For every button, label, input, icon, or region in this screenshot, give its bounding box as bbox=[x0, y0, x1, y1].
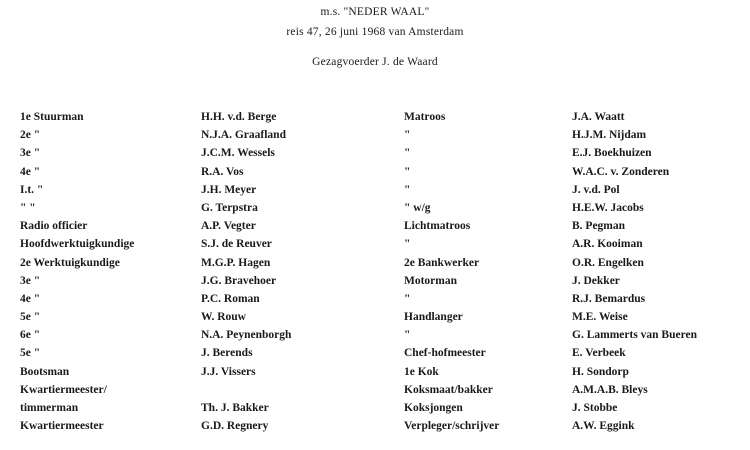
crew-entry: E.J. Boekhuizen bbox=[572, 147, 652, 160]
crew-entry: J.C.M. Wessels bbox=[201, 147, 275, 160]
crew-entry: M.G.P. Hagen bbox=[201, 256, 271, 269]
crew-entry: " w/g bbox=[404, 201, 431, 214]
crew-entry: " bbox=[404, 183, 411, 196]
crew-entry: 2e Bankwerker bbox=[404, 256, 480, 269]
crew-entry: " bbox=[404, 238, 411, 251]
crew-entry: 5e " bbox=[20, 311, 41, 324]
captain-line: Gezagvoerder J. de Waard bbox=[312, 56, 438, 68]
crew-entry: Th. J. Bakker bbox=[201, 402, 269, 414]
crew-entry: 5e " bbox=[20, 347, 41, 360]
crew-entry: 2e Werktuigkundige bbox=[20, 256, 120, 269]
crew-entry: E. Verbeek bbox=[572, 347, 626, 360]
crew-entry: 4e " bbox=[20, 292, 41, 305]
crew-entry: A.W. Eggink bbox=[572, 420, 635, 433]
crew-entry: Koksmaat/bakker bbox=[404, 383, 493, 396]
crew-entry: R.J. Bemardus bbox=[572, 292, 646, 305]
crew-entry: R.A. Vos bbox=[201, 165, 244, 178]
crew-entry: H.H. v.d. Berge bbox=[201, 111, 277, 123]
crew-entry: A.P. Vegter bbox=[201, 220, 256, 233]
crew-entry: N.A. Peynenborgh bbox=[201, 329, 292, 342]
crew-entry: N.J.A. Graafland bbox=[201, 129, 286, 142]
crew-entry: J.A. Waatt bbox=[572, 111, 625, 123]
crew-entry: Handlanger bbox=[404, 311, 463, 324]
crew-entry: G. Lammerts van Bueren bbox=[572, 329, 698, 342]
crew-entry: 4e " bbox=[20, 165, 41, 178]
rank-column-right bbox=[404, 108, 569, 435]
crew-entry: Koksjongen bbox=[404, 402, 463, 414]
crew-entry: " bbox=[404, 147, 411, 160]
crew-entry bbox=[201, 381, 401, 399]
crew-entry: I.t. " bbox=[20, 183, 44, 196]
crew-entry: " " bbox=[20, 201, 36, 214]
crew-entry: 3e " bbox=[20, 274, 41, 287]
name-column-right bbox=[572, 108, 748, 435]
crew-entry: W.A.C. v. Zonderen bbox=[572, 165, 670, 178]
crew-entry: H.E.W. Jacobs bbox=[572, 201, 644, 214]
crew-entry: Motorman bbox=[404, 274, 458, 287]
crew-entry: H. Sondorp bbox=[572, 365, 629, 378]
voyage-line: reis 47, 26 juni 1968 van Amsterdam bbox=[286, 26, 464, 38]
crew-entry: G. Terpstra bbox=[201, 201, 258, 214]
crew-entry: M.E. Weise bbox=[572, 311, 628, 324]
crew-entry: J. v.d. Pol bbox=[572, 183, 620, 196]
crew-entry: 6e " bbox=[20, 329, 41, 342]
crew-entry: H.J.M. Nijdam bbox=[572, 129, 647, 142]
ship-title: m.s. "NEDER WAAL" bbox=[320, 6, 430, 18]
rank-column-left bbox=[20, 108, 200, 435]
crew-entry: " bbox=[404, 292, 411, 305]
crew-entry: J. Dekker bbox=[572, 274, 620, 287]
crew-entry: G.D. Regnery bbox=[201, 420, 269, 433]
crew-entry: Verpleger/schrijver bbox=[404, 420, 500, 433]
crew-entry: 3e " bbox=[20, 147, 41, 160]
crew-entry: " bbox=[404, 329, 411, 342]
crew-entry: B. Pegman bbox=[572, 220, 626, 233]
crew-entry: " bbox=[404, 165, 411, 178]
crew-entry: Bootsman bbox=[20, 365, 70, 378]
crew-entry: P.C. Roman bbox=[201, 292, 260, 305]
crew-entry: Lichtmatroos bbox=[404, 220, 471, 233]
crew-entry: 1e Stuurman bbox=[20, 111, 84, 123]
crew-entry: timmerman bbox=[20, 402, 79, 414]
crew-entry: " bbox=[404, 129, 411, 142]
crew-entry: Matroos bbox=[404, 111, 446, 123]
crew-entry: W. Rouw bbox=[201, 311, 246, 324]
crew-entry: Radio officier bbox=[20, 220, 88, 233]
crew-entry: A.M.A.B. Bleys bbox=[572, 383, 648, 396]
crew-entry: S.J. de Reuver bbox=[201, 238, 272, 251]
crew-entry: J. Stobbe bbox=[572, 402, 618, 414]
crew-entry: 1e Kok bbox=[404, 365, 439, 378]
crew-entry: 2e " bbox=[20, 129, 41, 142]
crew-entry: J.G. Bravehoer bbox=[201, 274, 277, 287]
crew-entry: Chef-hofmeester bbox=[404, 347, 486, 360]
crew-entry: J. Berends bbox=[201, 347, 253, 360]
crew-entry: Kwartiermeester bbox=[20, 420, 104, 433]
crew-entry: Kwartiermeester/ bbox=[20, 383, 107, 396]
crew-entry: Hoofdwerktuigkundige bbox=[20, 238, 135, 251]
crew-entry: J.J. Vissers bbox=[201, 365, 256, 378]
crew-entry: J.H. Meyer bbox=[201, 183, 257, 196]
crew-entry: A.R. Kooiman bbox=[572, 238, 643, 251]
crew-entry: O.R. Engelken bbox=[572, 256, 644, 269]
name-column-left bbox=[201, 108, 401, 435]
